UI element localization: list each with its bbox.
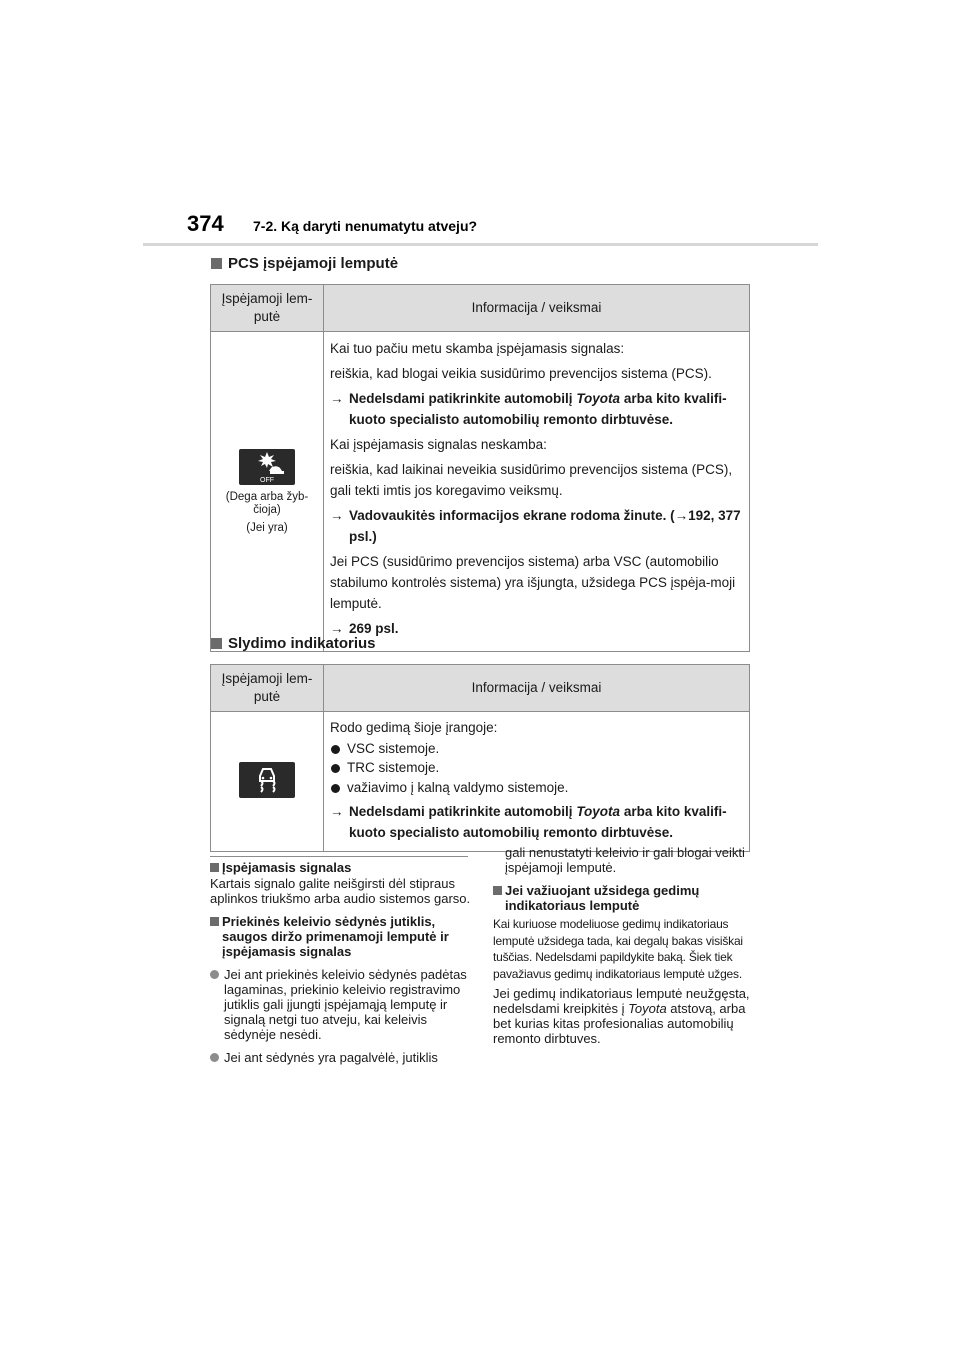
note-bullet <box>210 967 472 1042</box>
note-heading-text: Jei važiuojant užsidega gedimų indikatoriaus lemputė <box>505 883 700 913</box>
lamp-caption-line1: (Dega arba žyb- <box>225 490 309 503</box>
square-bullet-icon <box>493 886 502 895</box>
pcs-info-p5: Jei PCS (susidūrimo prevencijos sistema) arba VSC (automobilio stabilumo kontrolės sistema) yra išjungta, užsidega PCS įspėja-moji lemputė. <box>330 554 736 611</box>
brand-name: Toyota <box>576 391 621 406</box>
arrow-icon: → <box>674 508 689 523</box>
page-reference: 269 psl. <box>349 621 399 636</box>
note-heading-text: Priekinės keleivio sėdynės jutiklis, saugos diržo primenamoji lemputė ir įspėjamasis signalas <box>222 914 449 959</box>
pcs-off-icon <box>239 449 295 485</box>
square-bullet-icon <box>210 863 219 872</box>
brand-name: Toyota <box>628 1001 667 1016</box>
circle-bullet-icon <box>210 970 219 979</box>
square-bullet-icon <box>210 917 219 926</box>
arrow-icon: → <box>330 508 344 523</box>
note-bullet <box>210 1050 472 1065</box>
table-header-row <box>211 665 750 712</box>
col-lamp-header-line2: putė <box>253 689 281 704</box>
pcs-action-1 <box>330 388 749 430</box>
note-bullet-text: Jei ant priekinės keleivio sėdynės padėtas lagaminas, priekinio keleivio registravimo jutiklis gali įjungti įspėjamąją lemputę ir signalą netgi tuo atveju, kai keleivis sėdynėje nesėdi. <box>224 967 467 1042</box>
list-item: važiavimo į kalną valdymo sistemoje. <box>330 778 749 798</box>
pcs-info-p4: reiškia, kad laikinai neveikia susidūrimo prevencijos sistema (PCS), gali tekti imtis jos koregavimo veiksmų. <box>330 462 733 498</box>
pcs-info-p2: reiškia, kad blogai veikia susidūrimo prevencijos sistema (PCS). <box>330 366 712 381</box>
page-reference: 192, 377 psl.) <box>349 508 741 544</box>
col-lamp-header <box>211 665 324 712</box>
note-bullet-text: Jei ant sėdynės yra pagalvėlė, jutiklis <box>224 1050 438 1065</box>
slip-action-1 <box>330 801 749 843</box>
table-row <box>211 712 750 852</box>
pcs-lamp-cell <box>211 332 324 652</box>
circle-bullet-icon <box>210 1053 219 1062</box>
note-small-text: Kai kuriuose modeliuose gedimų indikatoriaus lemputė užsidega tada, kai degalų bakas visiškai tuščias. Nedelsdami papildykite baką. Šiek tiek pavažiavus gedimų indikatoriaus lemputė užges. <box>493 917 743 981</box>
pcs-heading <box>211 255 398 272</box>
header-divider <box>143 243 818 246</box>
pcs-action-1-post: arba kito kvalifi-kuoto specialisto automobilių remonto dirbtuvėse. <box>349 391 727 427</box>
col-lamp-header-line1: Įspėjamoji lem- <box>221 291 313 306</box>
slip-action-1-pre: Nedelsdami patikrinkite automobilį <box>349 804 577 819</box>
col-lamp-header-line1: Įspėjamoji lem- <box>221 671 313 686</box>
slip-lamp-cell <box>211 712 324 852</box>
col-lamp-header-line2: putė <box>253 309 281 324</box>
notes-divider <box>210 856 468 857</box>
note-text <box>493 986 755 1046</box>
note-text: Kartais signalo galite neišgirsti dėl stipraus aplinkos triukšmo arba audio sistemos garso. <box>210 876 471 906</box>
pcs-info-cell <box>324 332 750 652</box>
note-heading <box>210 914 472 959</box>
note-heading <box>493 883 755 913</box>
brand-name: Toyota <box>576 804 621 819</box>
pcs-info-p1: Kai tuo pačiu metu skamba įspėjamasis signalas: <box>330 341 625 356</box>
pcs-lamp-optional: (Jei yra) <box>246 521 288 534</box>
pcs-icon-off-label: OFF <box>260 476 274 484</box>
list-item: TRC sistemoje. <box>330 758 749 778</box>
col-info-header: Informacija / veiksmai <box>324 665 750 712</box>
square-bullet-icon <box>211 258 222 269</box>
slip-systems-list <box>330 739 749 798</box>
arrow-icon: → <box>330 621 344 636</box>
table-row <box>211 332 750 652</box>
arrow-icon: → <box>330 804 344 819</box>
arrow-icon: → <box>330 391 344 406</box>
notes-left-column <box>210 860 472 1073</box>
pcs-heading-text: PCS įspėjamoji lemputė <box>228 255 399 272</box>
pcs-action-1-pre: Nedelsdami patikrinkite automobilį <box>349 391 577 406</box>
slip-action-1-post: arba kito kvalifi-kuoto specialisto automobilių remonto dirbtuvėse. <box>349 804 727 840</box>
lamp-caption-line2: čioja) <box>253 503 281 516</box>
pcs-info-p3: Kai įspėjamasis signalas neskamba: <box>330 437 547 452</box>
note-heading-text: Įspėjamasis signalas <box>222 860 352 875</box>
pcs-table <box>210 284 750 652</box>
notes-right-column <box>493 845 755 1054</box>
slip-table <box>210 664 750 852</box>
table-header-row <box>211 285 750 332</box>
pcs-action-2 <box>330 505 749 547</box>
note-heading <box>210 860 472 875</box>
square-bullet-icon <box>211 638 222 649</box>
note-bullet-continuation: gali nenustatyti keleivio ir gali blogai veikti įspėjamoji lemputė. <box>505 845 745 875</box>
col-info-header: Informacija / veiksmai <box>324 285 750 332</box>
section-title: 7-2. Ką daryti nenumatytu atveju? <box>253 218 478 234</box>
pcs-action-3 <box>330 618 749 639</box>
slip-heading-text: Slydimo indikatorius <box>228 635 376 652</box>
note-text-post: atstovą, arba bet kurias kitas profesionalias automobilių remonto dirbtuves. <box>493 1001 746 1046</box>
note-text-pre: Jei gedimų indikatoriaus lemputė neužgęsta, nedelsdami kreipkitės į <box>493 986 750 1016</box>
pcs-lamp-caption <box>215 491 319 517</box>
col-lamp-header <box>211 285 324 332</box>
pcs-action-2-pre: Vadovaukitės informacijos ekrane rodoma žinute. ( <box>349 508 675 523</box>
list-item: VSC sistemoje. <box>330 739 749 759</box>
slip-heading <box>211 635 376 652</box>
page-header <box>187 211 477 237</box>
page-number: 374 <box>187 211 224 236</box>
slip-info-cell <box>324 712 750 852</box>
slip-indicator-icon <box>239 762 295 798</box>
slip-info-p1: Rodo gedimą šioje įrangoje: <box>330 720 498 735</box>
